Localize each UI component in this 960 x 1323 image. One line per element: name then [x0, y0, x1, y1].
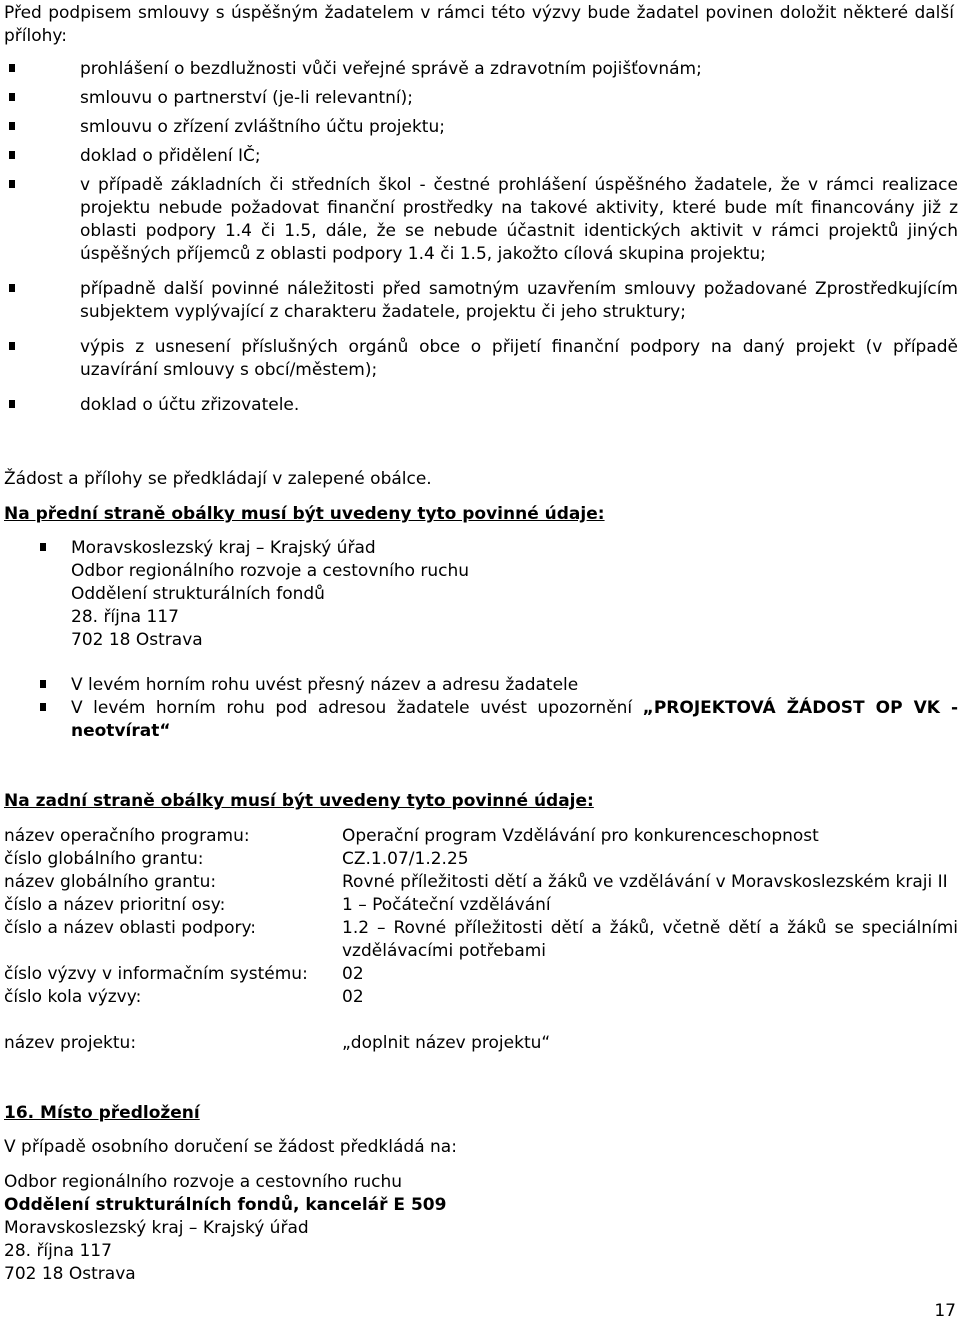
- delivery-line: 28. října 117: [4, 1241, 112, 1261]
- front-heading: Na přední straně obálky musí být uvedeny tyto povinné údaje:: [4, 504, 605, 524]
- intro-paragraph: Před podpisem smlouvy s úspěšným žadatelem v rámci této výzvy bude žadatel povinen doložit některé další přílohy:: [4, 3, 954, 46]
- list-item: V levém horním rohu pod adresou žadatele uvést upozornění „PROJEKTOVÁ ŽÁDOST OP VK - neotvírat“: [71, 697, 958, 743]
- attachments-list: [80, 58, 958, 423]
- square-bullet-icon: [40, 703, 46, 711]
- address-line: Moravskoslezský kraj – Krajský úřad: [71, 538, 376, 558]
- square-bullet-icon: [9, 342, 15, 350]
- front-notes-list: [71, 674, 958, 743]
- section-16-heading: 16. Místo předložení: [4, 1103, 200, 1123]
- delivery-line: Moravskoslezský kraj – Krajský úřad: [4, 1218, 309, 1238]
- document-page: Před podpisem smlouvy s úspěšným žadatelem v rámci této výzvy bude žadatel povinen doložit některé další přílohy: prohlášení o bezdlužnosti vůči veřejné správě a zdravotním pojišťovnám; smlouvu o partnerství (je-li relevantní); smlouvu o zřízení zvláštního účtu projektu; doklad o přidělení IČ; v případě základních či středních škol - čestné prohlášení úspěšného žadatele, že v rámci realizace projektu nebude požadovat finanční prostředky na takové aktivity, které bude mít financovány již z oblasti podpory 1.4 či 1.5, dále, že se nebude účastnit identických aktivit v rámci projektů jiných úspěšných příjemců z oblasti podpory 1.4 či 1.5, jakožto cílová skupina projektu; případně další povinné náležitosti před samotným uzavřením smlouvy požadované Zprostředkujícím subjektem vyplývající z charakteru žadatele, projektu či jeho struktury; výpis z usnesení příslušných orgánů obce o přijetí finanční podpory na daný projekt (v případě uzavírání smlouvy s obcí/městem); doklad o účtu zřizovatele. Žádost a přílohy se předkládají v zalepené obálce. Na přední straně obálky musí být uvedeny tyto povinné údaje: Moravskoslezský kraj – Krajský úřad Odbor regionálního rozvoje a cestovního ruchu Oddělení strukturálních fondů 28. října 117 702 18 Ostrava V levém horním rohu uvést přesný název a adresu žadatele V levém horním rohu pod adresou žadatele uvést upozornění „PROJEKTOVÁ ŽÁDOST OP VK - neotvírat“ Na zadní straně obálky musí být uvedeny tyto povinné údaje: název operačního programu: Operační program Vzdělávání pro konkurenceschopnost číslo globálního grantu: CZ.1.07/1.2.25 název globálního grantu: Rovné příležitosti dětí a žáků ve vzdělávání v Moravskoslezském kraji II číslo a název prioritní osy: 1 – Počáteční vzdělávání číslo a název oblasti podpory: 1.2 – Rovné příležitosti dětí a žáků, včetně dětí a žáků se speciálními vzdělávacími potřebami číslo výzvy v informačním systému: 02 číslo kola výzvy: 02 název projektu: „doplnit název projektu“ 16. Místo předložení V případě osobního doručení se žádost předkládá na: Odbor regionálního rozvoje a cestovního ruchu Oddělení strukturálních fondů, kancelář E 509 Moravskoslezský kraj – Krajský úřad 28. října 117 702 18 Ostrava 17: [4, 3, 958, 1321]
- list-item: smlouvu o zřízení zvláštního účtu projektu;: [80, 116, 958, 139]
- list-item: doklad o přidělení IČ;: [80, 145, 958, 168]
- square-bullet-icon: [40, 680, 46, 688]
- warning-text: „PROJEKTOVÁ ŽÁDOST OP VK - neotvírat“: [71, 698, 958, 741]
- address-line: Oddělení strukturálních fondů: [71, 584, 325, 604]
- square-bullet-icon: [9, 180, 15, 188]
- square-bullet-icon: [40, 543, 46, 551]
- list-item: smlouvu o partnerství (je-li relevantní);: [80, 87, 958, 110]
- back-heading: Na zadní straně obálky musí být uvedeny tyto povinné údaje:: [4, 791, 594, 811]
- square-bullet-icon: [9, 400, 15, 408]
- list-item: V levém horním rohu uvést přesný název a adresu žadatele: [71, 674, 958, 697]
- square-bullet-icon: [9, 151, 15, 159]
- front-address-list: [71, 537, 958, 652]
- delivery-line: Odbor regionálního rozvoje a cestovního ruchu: [4, 1172, 403, 1192]
- address-line: 702 18 Ostrava: [71, 630, 203, 650]
- square-bullet-icon: [9, 122, 15, 130]
- list-item: [71, 537, 958, 652]
- delivery-line: Oddělení strukturálních fondů, kancelář E 509: [4, 1195, 447, 1215]
- list-item: prohlášení o bezdlužnosti vůči veřejné správě a zdravotním pojišťovnám;: [80, 58, 958, 81]
- square-bullet-icon: [9, 284, 15, 292]
- section-16-intro: V případě osobního doručení se žádost předkládá na:: [4, 1137, 457, 1157]
- list-item: doklad o účtu zřizovatele.: [80, 394, 958, 417]
- sealed-envelope-note: Žádost a přílohy se předkládají v zalepené obálce.: [4, 469, 432, 489]
- square-bullet-icon: [9, 93, 15, 101]
- address-line: 28. října 117: [71, 607, 179, 627]
- address-line: Odbor regionálního rozvoje a cestovního ruchu: [71, 561, 470, 581]
- list-item: případně další povinné náležitosti před samotným uzavřením smlouvy požadované Zprostředkujícím subjektem vyplývající z charakteru žadatele, projektu či jeho struktury;: [80, 278, 958, 324]
- delivery-line: 702 18 Ostrava: [4, 1264, 136, 1284]
- list-item: výpis z usnesení příslušných orgánů obce o přijetí finanční podpory na daný projekt (v případě uzavírání smlouvy s obcí/městem);: [80, 336, 958, 382]
- square-bullet-icon: [9, 64, 15, 72]
- page-number: 17: [934, 1301, 956, 1321]
- list-item: v případě základních či středních škol - čestné prohlášení úspěšného žadatele, že v rámci realizace projektu nebude požadovat finanční prostředky na takové aktivity, které bude mít financovány již z oblasti podpory 1.4 či 1.5, dále, že se nebude účastnit identických aktivit v rámci projektů jiných úspěšných příjemců z oblasti podpory 1.4 či 1.5, jakožto cílová skupina projektu;: [80, 174, 958, 266]
